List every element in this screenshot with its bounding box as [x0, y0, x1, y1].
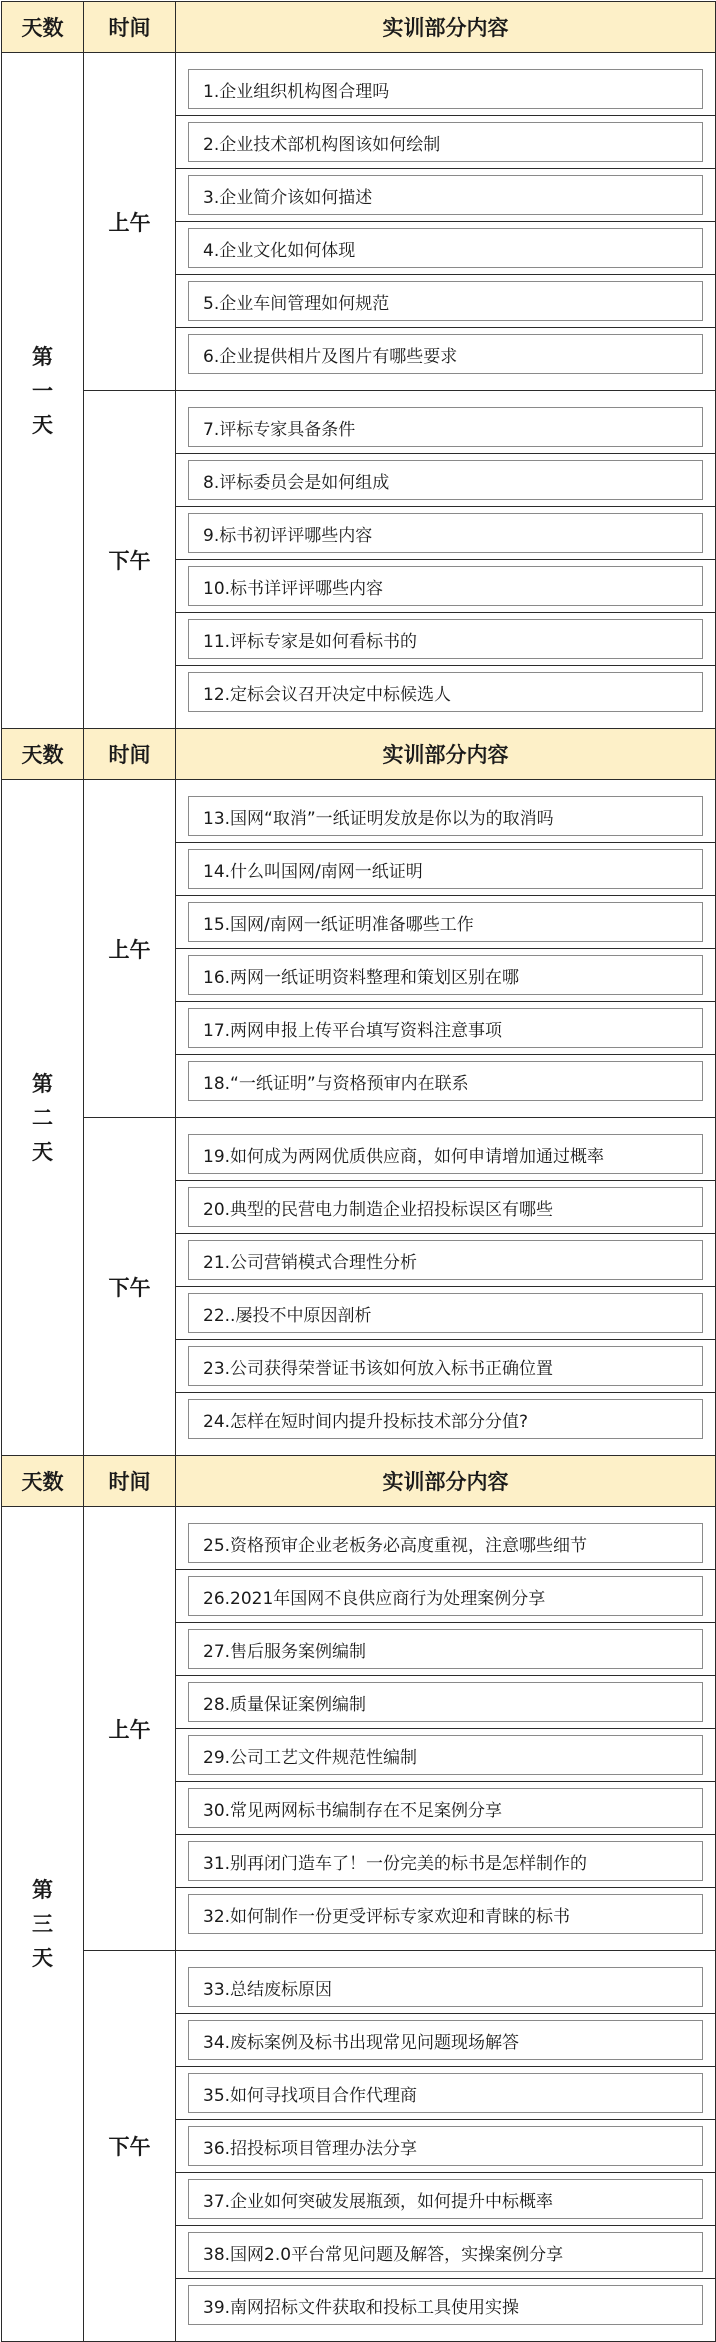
header-day: 天数: [2, 729, 84, 780]
content-cell: [176, 949, 716, 1002]
content-cell: [176, 666, 716, 729]
content-cell: [176, 1055, 716, 1118]
content-cell: [176, 560, 716, 613]
content-cell: [176, 2067, 716, 2120]
schedule-item: 21.公司营销模式合理性分析: [188, 1240, 703, 1280]
day-label-cell: [2, 1507, 84, 2342]
schedule-item: 17.两网申报上传平台填写资料注意事项: [188, 1008, 703, 1048]
content-cell: [176, 169, 716, 222]
content-cell: [176, 613, 716, 666]
schedule-row: [2, 53, 716, 116]
content-cell: [176, 2173, 716, 2226]
schedule-row: [2, 391, 716, 454]
content-cell: [176, 1570, 716, 1623]
schedule-item: 5.企业车间管理如何规范: [188, 281, 703, 321]
schedule-item: 4.企业文化如何体现: [188, 228, 703, 268]
schedule-item: 31.别再闭门造车了！一份完美的标书是怎样制作的: [188, 1841, 703, 1881]
content-cell: [176, 1287, 716, 1340]
content-cell: [176, 1181, 716, 1234]
schedule-row: [2, 1507, 716, 1570]
day-label-char: 第: [32, 1878, 53, 1902]
schedule-item: 15.国网/南网一纸证明准备哪些工作: [188, 902, 703, 942]
period-pm: 下午: [84, 1951, 176, 2342]
content-cell: [176, 1002, 716, 1055]
header-time: 时间: [84, 729, 176, 780]
schedule-item: 19.如何成为两网优质供应商，如何申请增加通过概率: [188, 1134, 703, 1174]
schedule-item: 37.企业如何突破发展瓶颈，如何提升中标概率: [188, 2179, 703, 2219]
schedule-item: 6.企业提供相片及图片有哪些要求: [188, 334, 703, 374]
schedule-item: 29.公司工艺文件规范性编制: [188, 1735, 703, 1775]
day-label-cell: [2, 53, 84, 729]
header-time: 时间: [84, 2, 176, 53]
schedule-item: 36.招投标项目管理办法分享: [188, 2126, 703, 2166]
content-cell: [176, 1623, 716, 1676]
schedule-item: 25.资格预审企业老板务必高度重视，注意哪些细节: [188, 1523, 703, 1563]
schedule-row: [2, 780, 716, 843]
content-cell: [176, 2014, 716, 2067]
schedule-item: 28.质量保证案例编制: [188, 1682, 703, 1722]
schedule-body: [2, 2, 716, 2342]
schedule-item: 38.国网2.0平台常见问题及解答，实操案例分享: [188, 2232, 703, 2272]
schedule-item: 35.如何寻找项目合作代理商: [188, 2073, 703, 2113]
header-row: [2, 729, 716, 780]
period-am: 上午: [84, 780, 176, 1118]
schedule-item: 1.企业组织机构图合理吗: [188, 69, 703, 109]
schedule-item: 9.标书初评评哪些内容: [188, 513, 703, 553]
content-cell: [176, 222, 716, 275]
content-cell: [176, 1676, 716, 1729]
header-day: 天数: [2, 2, 84, 53]
content-cell: [176, 53, 716, 116]
schedule-item: 16.两网一纸证明资料整理和策划区别在哪: [188, 955, 703, 995]
schedule-item: 27.售后服务案例编制: [188, 1629, 703, 1669]
content-cell: [176, 843, 716, 896]
schedule-item: 39.南网招标文件获取和投标工具使用实操: [188, 2285, 703, 2325]
schedule-item: 11.评标专家是如何看标书的: [188, 619, 703, 659]
content-cell: [176, 1507, 716, 1570]
content-cell: [176, 391, 716, 454]
content-cell: [176, 1951, 716, 2014]
header-row: [2, 1456, 716, 1507]
content-cell: [176, 1234, 716, 1287]
content-cell: [176, 275, 716, 328]
schedule-item: 30.常见两网标书编制存在不足案例分享: [188, 1788, 703, 1828]
schedule-item: 3.企业简介该如何描述: [188, 175, 703, 215]
day-label-char: 天: [32, 1946, 53, 1970]
schedule-item: 23.公司获得荣誉证书该如何放入标书正确位置: [188, 1346, 703, 1386]
header-content: 实训部分内容: [176, 729, 716, 780]
schedule-item: 33.总结废标原因: [188, 1967, 703, 2007]
training-schedule-table: [1, 1, 716, 2342]
content-cell: [176, 2279, 716, 2342]
content-cell: [176, 2226, 716, 2279]
schedule-item: 13.国网“取消”一纸证明发放是你以为的取消吗: [188, 796, 703, 836]
day-label-char: 第: [32, 1071, 53, 1096]
day-label-char: 第: [32, 344, 53, 369]
schedule-item: 34.废标案例及标书出现常见问题现场解答: [188, 2020, 703, 2060]
schedule-item: 20.典型的民营电力制造企业招投标误区有哪些: [188, 1187, 703, 1227]
day-label-cell: [2, 780, 84, 1456]
header-time: 时间: [84, 1456, 176, 1507]
schedule-item: 14.什么叫国网/南网一纸证明: [188, 849, 703, 889]
day-label-char: 一: [32, 378, 53, 403]
schedule-item: 7.评标专家具备条件: [188, 407, 703, 447]
header-row: [2, 2, 716, 53]
schedule-item: 32.如何制作一份更受评标专家欢迎和青睐的标书: [188, 1894, 703, 1934]
content-cell: [176, 1118, 716, 1181]
schedule-item: 22..屡投不中原因剖析: [188, 1293, 703, 1333]
period-pm: 下午: [84, 1118, 176, 1456]
schedule-item: 2.企业技术部机构图该如何绘制: [188, 122, 703, 162]
period-am: 上午: [84, 1507, 176, 1951]
schedule-item: 8.评标委员会是如何组成: [188, 460, 703, 500]
schedule-item: 18.“一纸证明”与资格预审内在联系: [188, 1061, 703, 1101]
day-label-char: 天: [32, 1139, 53, 1164]
schedule-item: 26.2021年国网不良供应商行为处理案例分享: [188, 1576, 703, 1616]
content-cell: [176, 1729, 716, 1782]
content-cell: [176, 1835, 716, 1888]
content-cell: [176, 454, 716, 507]
period-am: 上午: [84, 53, 176, 391]
header-content: 实训部分内容: [176, 1456, 716, 1507]
content-cell: [176, 116, 716, 169]
content-cell: [176, 1340, 716, 1393]
content-cell: [176, 780, 716, 843]
period-pm: 下午: [84, 391, 176, 729]
content-cell: [176, 1888, 716, 1951]
schedule-row: [2, 1951, 716, 2014]
content-cell: [176, 507, 716, 560]
day-label-char: 三: [32, 1912, 53, 1936]
content-cell: [176, 1393, 716, 1456]
schedule-item: 10.标书详评评哪些内容: [188, 566, 703, 606]
day-label-char: 二: [32, 1105, 53, 1130]
header-day: 天数: [2, 1456, 84, 1507]
header-content: 实训部分内容: [176, 2, 716, 53]
content-cell: [176, 2120, 716, 2173]
content-cell: [176, 328, 716, 391]
day-label-char: 天: [32, 412, 53, 437]
schedule-item: 12.定标会议召开决定中标候选人: [188, 672, 703, 712]
content-cell: [176, 1782, 716, 1835]
schedule-item: 24.怎样在短时间内提升投标技术部分分值?: [188, 1399, 703, 1439]
schedule-row: [2, 1118, 716, 1181]
content-cell: [176, 896, 716, 949]
